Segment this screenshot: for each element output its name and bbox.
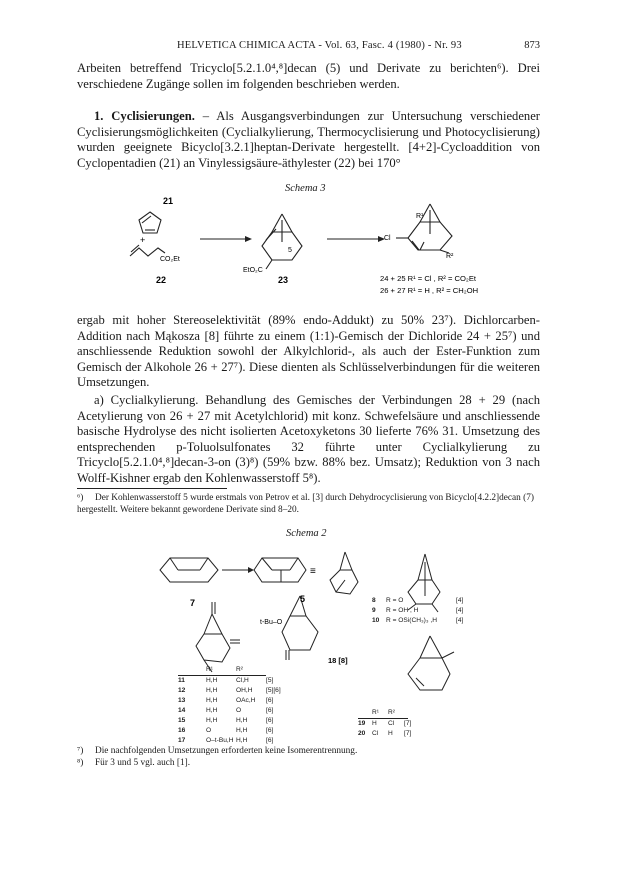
schema3-figure [0,190,624,300]
page-number: 873 [524,40,540,51]
section-text: – Als Ausgangsverbindungen zur Untersuchung verschiedener Cyclisierungsmöglichkeiten (Cyclialkylierung, Thermocyclisierung und Photocyclisierung) wurden geeignete Bicyclo[3.2.1]heptan-Derivate hergestellt. [4+2]-Cycloaddition von Cyclopentadien (21) an Vinylessigsäure-äthylester (22) bei 170° [77,109,540,170]
table-row: 11 H,H Cl,H [5] [178,677,274,684]
footnote-6 [77,493,540,516]
footnote-8-mark: ⁸) [77,758,84,768]
cl-label: Cl [384,235,391,242]
tricyclodecane-5-structure [254,558,306,582]
table-19-20 [358,708,411,739]
label-7: 7 [190,598,196,608]
intro-text: Arbeiten betreffend Tricyclo[5.2.1.0⁴,⁸]decan (5) und Derivate zu berichten⁶). Drei verschiedene Zugänge sollen im folgenden beschrieben werden. [77,61,540,91]
cyclopentadiene-structure [139,212,161,233]
r2-label: R² [446,253,454,260]
paragraph-3-text: a) Cyclialkylierung. Behandlung des Gemisches der Verbindungen 28 + 29 (nach Acetylierung von 26 + 27 mit Acetylchlorid) mit konz. Schwefelsäure und anschliessende basische Hydrolyse des nicht isolierten Acetoxyketons 30 lieferte 76% 31. Umsetzung des entsprechenden p-Toluolsulfonates 32 führte unter Cyclialkylierung zu Tricyclo[5.2.1.0⁴,⁸]decan-3-on (3)⁸) (59% bzw. 88% bez. Umsatz); Reduktion von 3 nach Wolff-Kishner ergab den Kohlenwasserstoff 5⁸). [77,393,540,485]
table-row: 10 R = OSi(CH₃)₃ ,H [4] [372,617,464,624]
co2et-label: CO₂Et [160,256,180,263]
dichloride-structure [396,204,452,253]
footnote-6-mark: ⁶) [77,493,84,503]
table-row: 15 H,H H,H [6] [178,717,274,724]
label-22: 22 [156,275,167,285]
equiv-sign: ≡ [310,566,316,577]
label-23: 23 [278,275,289,285]
dichloride-19-20-structure [408,636,454,690]
footnote-7-text: Die nachfolgenden Umsetzungen erforderten keine Isomerentrennung. [95,746,358,756]
table-11-17 [178,665,281,746]
table-row: 9 R = OH , H [4] [372,607,464,614]
plus-sign: + [140,235,146,245]
table-row: 13 H,H OAc,H [6] [178,697,274,704]
label-5: 5 [300,594,306,604]
table-row: 16 O H,H [6] [178,727,274,734]
schema3-title: Schema 3 [285,183,326,194]
footnote-rule [77,488,227,489]
tbu-ether-18-structure [282,596,318,660]
c5-label: 5 [288,247,292,254]
tricyclodecane-5-3d [330,552,358,594]
table-row: 17 O–t-Bu,H H,H [6] [178,737,274,744]
table-header: R¹ R² [372,709,395,716]
journal-title: HELVETICA CHIMICA ACTA - Vol. 63, Fasc. 4 (1980) - Nr. 93 [177,40,462,51]
section-heading: 1. Cyclisierungen. [94,109,195,123]
label-21: 21 [163,196,174,206]
running-header [77,40,540,54]
vinyl-ester-structure [130,245,165,256]
schema2-title: Schema 2 [286,528,327,539]
table-row: 20 Cl H [7] [358,730,412,737]
footnote-8-text: Für 3 und 5 vgl. auch [1]. [95,758,191,768]
footnote-7 [77,746,540,758]
label-18: 18 [8] [328,656,348,665]
r1-label: R¹ [416,213,424,220]
footnote-8 [77,758,540,770]
caption-24-25: 24 + 25 R¹ = Cl , R² = CO₂Et [380,274,477,283]
eto2c-label: EtO₂C [243,267,263,274]
table-row: 19 H Cl [7] [358,720,412,727]
tricycle-11-17-structure [196,602,240,672]
schema2-figure [0,540,624,730]
section-paragraph [77,109,540,171]
paragraph-2-text: ergab mit hoher Stereoselektivität (89% endo-Addukt) zu 50% 23⁷). Dichlorcarben-Addition nach Mąkosza [8] führte zu einem (1:1)-Gemisch der Dichloride 24 + 25⁷) und anschliessende Reduktion sowohl der Alkylchlorid-, als auch der Ester-Funktion zum Gemisch der Alkohole 26 + 27⁷). Diese dienten als Schlüsselverbindungen für die weiteren Umsetzungen. [77,313,540,390]
paragraph-3 [77,393,540,487]
footnote-7-mark: ⁷) [77,746,84,756]
bicycle-23-structure [262,214,302,269]
tbu-label: t-Bu–O [260,619,283,626]
paragraph-2 [77,313,540,391]
table-header: R¹ R² [206,666,243,673]
intro-paragraph [77,61,540,92]
table-row: 14 H,H O [6] [178,707,274,714]
table-row: 8 R = O [4] [372,597,464,604]
table-8-10 [372,596,463,626]
footnote-6-text: Der Kohlenwasserstoff 5 wurde erstmals von Petrov et al. [3] durch Dehydrocyclisierung von Bicyclo[4.2.2]decan (7) hergestellt. Weitere bekannt gewordene Derivate sind 8–20. [77,493,534,515]
caption-26-27: 26 + 27 R¹ = H , R² = CH₂OH [380,286,479,295]
bicyclodecane-7-structure [160,558,218,582]
table-row: 12 H,H OH,H [5][6] [178,687,281,694]
